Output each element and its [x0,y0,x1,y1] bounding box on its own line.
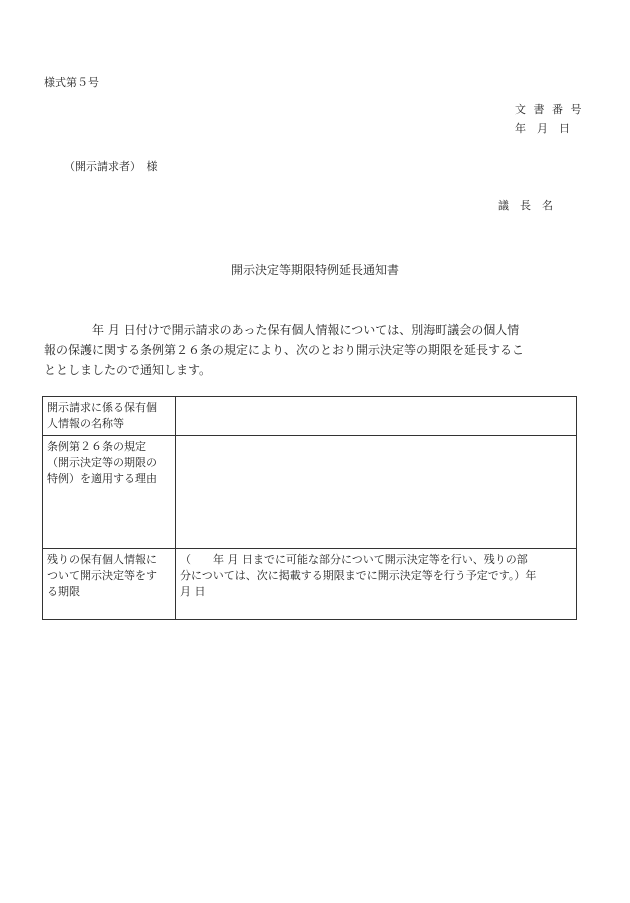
document-date: 年 月 日 [515,122,570,135]
row-value-deadline: （ 年 月 日までに可能な部分について開示決定等を行い、残りの部 分については、次に掲載する期限までに開示決定等を行う予定です。）年 月 日 [176,549,577,620]
table-row [43,397,577,436]
body-line: ととしましたので通知します。 [44,363,212,377]
addressee: （開示請求者） 様 [64,160,158,173]
row-header-info-name: 開示請求に係る保有個 人情報の名称等 [43,397,176,436]
row-header-deadline: 残りの保有個人情報に ついて開示決定等をす る期限 [43,549,176,620]
row-header-reason: 条例第２６条の規定 （開示決定等の期限の 特例）を適用する理由 [43,436,176,549]
table-row [43,549,577,620]
table-row [43,436,577,549]
body-line: 年 月 日付けで開示請求のあった保有個人情報については、別海町議会の個人情 [44,323,520,337]
form-number: 様式第５号 [44,76,99,89]
body-line: 報の保護に関する条例第２６条の規定により、次のとおり開示決定等の期限を延長するこ [44,343,525,357]
info-table [42,396,577,620]
document-number: 文 書 番 号 [515,103,584,116]
body-paragraph [44,320,579,380]
document-title: 開示決定等期限特例延長通知書 [230,263,399,277]
row-value-reason [176,436,577,549]
row-value-info-name [176,397,577,436]
sender-name: 議 長 名 [498,199,553,212]
